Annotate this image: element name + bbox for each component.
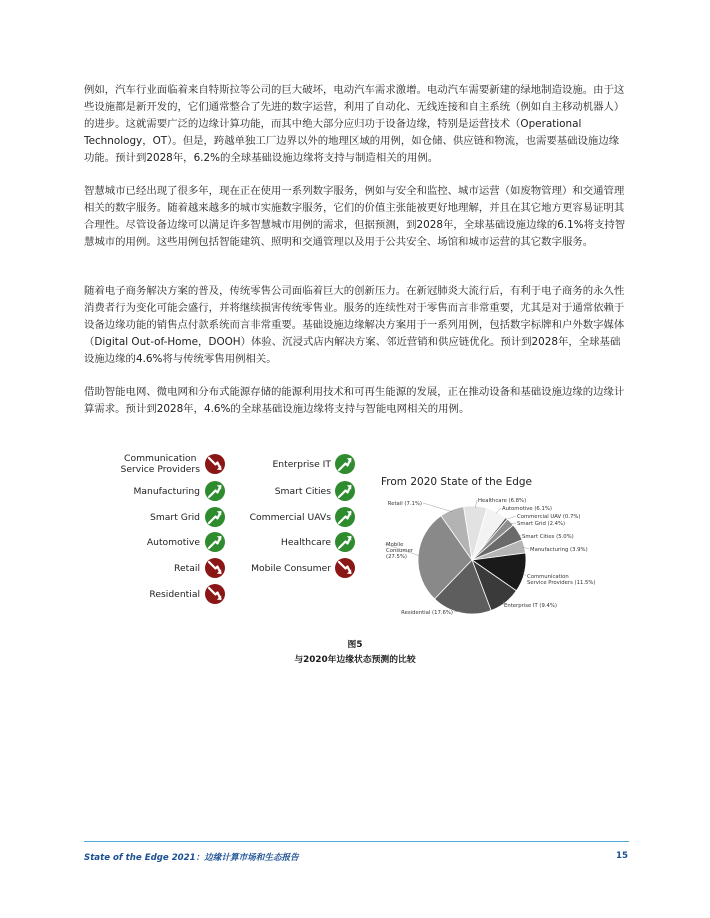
trend-label-right: Commercial UAVs <box>249 511 331 523</box>
pie-slice-label: Commercial UAV (0.7%) <box>517 514 581 520</box>
trend-label-left: Retail <box>174 562 200 574</box>
trend-label-right: Enterprise IT <box>272 458 331 470</box>
trend-label-right: Smart Cities <box>274 485 331 497</box>
paragraph-manufacturing: 例如，汽车行业面临着来自特斯拉等公司的巨大破坏，电动汽车需求激增。电动汽车需要新建的绿地制造设施。由于这些设施都是新开发的，它们通常整合了先进的数字运营，利用了自动化、无线连接和自主系统（例如自主移动机器人）的进步。这就需要广泛的边缘计算功能，而其中绝大部分应归功于设备边缘，特别是运营技术（Operational Technology，OT）。但是，跨越单独工厂边界以外的地理区域的用例，如仓储、供应链和物流，也需要基础设施边缘功能。预计到2028年，6.2%的全球基础设施边缘将支持与制造相关的用例。 <box>84 84 625 164</box>
figure-number: 图5 <box>347 640 363 650</box>
trend-up-icon <box>335 532 355 552</box>
trend-label-left: Automotive <box>146 536 200 548</box>
trend-up-icon <box>335 507 355 527</box>
trend-label-right: Mobile Consumer <box>251 562 331 574</box>
pie-slice-label: Smart Grid (2.4%) <box>517 521 566 527</box>
pie-slice-label: Automotive (6.1%) <box>502 506 552 512</box>
trend-up-icon <box>205 481 225 501</box>
trend-label-left: Communication Service Providers <box>120 453 200 475</box>
paragraph-retail: 随着电子商务解决方案的普及，传统零售公司面临着巨大的创新压力。在新冠肺炎大流行后，有利于电子商务的永久性消费者行为变化可能会盛行，并将继续损害传统零售业。服务的连续性对于零售而言非常重要，尤其是对于通常依赖于设备边缘功能的销售点付款系统而言非常重要。基础设施边缘解决方案用于一系列用例，包括数字标牌和户外数字媒体（Digital Out-of-Home，DOOH）体验、沉浸式店内解决方案、邻近营销和供应链优化。预计到2028年，全球基础设施边缘的4.6%将与传统零售用例相关。 <box>84 285 625 365</box>
trend-down-icon <box>205 584 225 604</box>
figure-caption: 与2020年边缘状态预测的比较 <box>294 655 416 665</box>
trend-up-icon <box>205 507 225 527</box>
pie-slice-label: Communication Service Providers (11.5%) <box>527 574 596 586</box>
trend-label-right: Healthcare <box>280 536 331 548</box>
pie-chart <box>380 490 630 625</box>
trend-down-icon <box>335 558 355 578</box>
trend-label-left: Smart Grid <box>150 511 200 523</box>
trend-down-icon <box>205 558 225 578</box>
pie-slice-label: Residential (17.6%) <box>401 610 453 616</box>
paragraph-smart-grid: 借助智能电网、微电网和分布式能源存储的能源利用技术和可再生能源的发展，正在推动设备和基础设施边缘的边缘计算需求。预计到2028年，4.6%的全球基础设施边缘将支持与智能电网相关的用例。 <box>84 386 625 415</box>
trend-label-left: Manufacturing <box>133 485 200 497</box>
pie-slice-label: Smart Cities (5.0%) <box>522 534 574 540</box>
pie-slice-label: Retail (7.1%) <box>387 501 422 507</box>
pie-slice-label: Healthcare (6.8%) <box>478 498 527 504</box>
trend-label-left: Residential <box>149 588 200 600</box>
pie-slice-label: Enterprise IT (9.4%) <box>504 603 558 609</box>
trend-up-icon <box>205 532 225 552</box>
pie-slice-label: Mobile Consumer (27.5%) <box>386 542 414 560</box>
footer-report-title: State of the Edge 2021：边缘计算市场和生态报告 <box>84 853 299 863</box>
pie-slice-label: Manufacturing (3.9%) <box>530 547 588 553</box>
pie-leader-line <box>423 503 453 512</box>
footer-divider <box>84 841 629 842</box>
page-number: 15 <box>616 851 628 861</box>
trend-down-icon <box>205 454 225 474</box>
trend-up-icon <box>335 481 355 501</box>
paragraph-smart-cities: 智慧城市已经出现了很多年，现在正在使用一系列数字服务，例如与安全和监控、城市运营（如废物管理）和交通管理相关的数字服务。随着越来越多的城市实施数字服务，它们的价值主张能被更好地理解，并且在其它地方更容易证明其合理性。尽管设备边缘可以满足许多智慧城市用例的需求，但据预测，到2028年，全球基础设施边缘的6.1%将支持智慧城市的用例。这些用例包括智能建筑、照明和交通管理以及用于公共安全、场馆和城市运营的其它数字服务。 <box>84 185 626 248</box>
trend-up-icon <box>335 454 355 474</box>
pie-chart-title: From 2020 State of the Edge <box>381 476 532 488</box>
